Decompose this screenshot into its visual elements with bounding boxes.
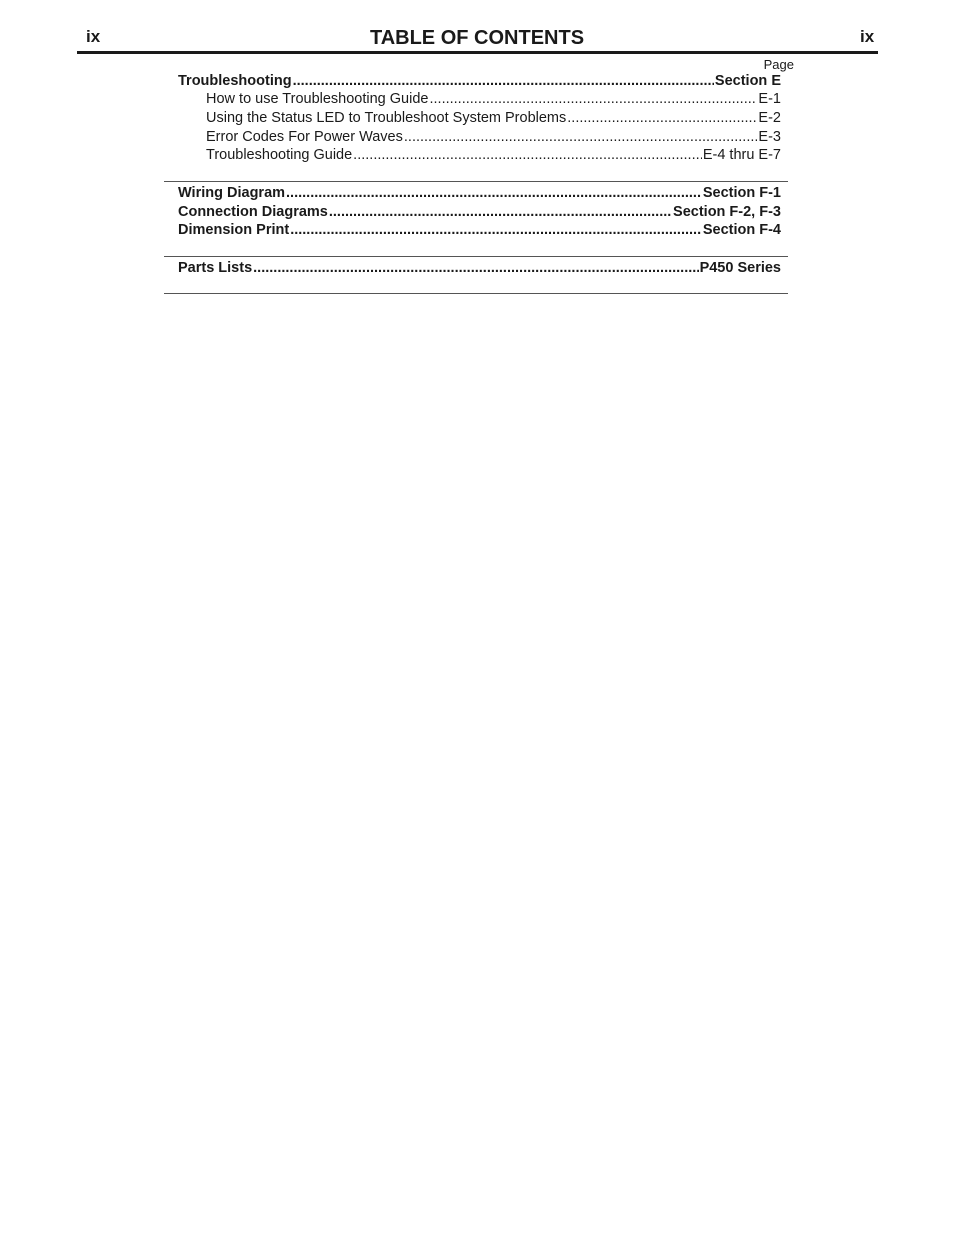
toc-entry-label: Parts Lists xyxy=(178,260,253,276)
toc-entry-label: Troubleshooting xyxy=(178,73,292,89)
toc-entry-label: Using the Status LED to Troubleshoot System Problems xyxy=(206,110,567,126)
toc-entry-label: Connection Diagrams xyxy=(178,204,328,220)
toc-entry-status-led[interactable] xyxy=(206,110,781,128)
section-divider xyxy=(164,181,788,182)
toc-entry-label: How to use Troubleshooting Guide xyxy=(206,91,429,107)
toc-entry-parts-lists[interactable] xyxy=(178,260,781,278)
toc-entry-error-codes[interactable] xyxy=(206,129,781,147)
toc-entry-wiring-diagram[interactable] xyxy=(178,185,781,203)
toc-leader-dots xyxy=(286,185,702,201)
section-divider xyxy=(164,293,788,294)
page-column-label: Page xyxy=(763,57,794,72)
section-divider xyxy=(164,256,788,257)
toc-leader-dots xyxy=(567,110,757,126)
toc-entry-page: E-3 xyxy=(758,129,781,145)
toc-leader-dots xyxy=(253,260,698,276)
toc-entry-label: Troubleshooting Guide xyxy=(206,147,353,163)
toc-entry-page: P450 Series xyxy=(699,260,781,276)
toc-entry-dimension-print[interactable] xyxy=(178,222,781,240)
toc-entry-troubleshooting[interactable] xyxy=(178,73,781,91)
toc-entry-page: Section E xyxy=(714,73,781,89)
toc-leader-dots xyxy=(329,204,672,220)
page-number-left: ix xyxy=(86,27,101,46)
page-title: TABLE OF CONTENTS xyxy=(369,27,585,49)
toc-entry-label: Dimension Print xyxy=(178,222,290,238)
toc-leader-dots xyxy=(353,147,702,163)
toc-leader-dots xyxy=(404,129,758,145)
toc-entry-troubleshooting-guide[interactable] xyxy=(206,147,781,165)
toc-leader-dots xyxy=(293,73,714,89)
toc-entry-page: Section F-4 xyxy=(702,222,781,238)
page-number-right: ix xyxy=(860,27,875,46)
toc-entry-how-to-use-guide[interactable] xyxy=(206,91,781,109)
toc-entry-page: Section F-2, F-3 xyxy=(673,204,781,220)
toc-entry-page: Section F-1 xyxy=(702,185,781,201)
toc-leader-dots xyxy=(290,222,702,238)
toc-entry-page: E-2 xyxy=(758,110,781,126)
toc-entry-label: Wiring Diagram xyxy=(178,185,286,201)
toc-entry-page: E-4 thru E-7 xyxy=(702,147,781,163)
header-rule xyxy=(77,51,878,54)
toc-entry-page: E-1 xyxy=(758,91,781,107)
toc-entry-connection-diagrams[interactable] xyxy=(178,204,781,222)
toc-entry-label: Error Codes For Power Waves xyxy=(206,129,403,145)
toc-leader-dots xyxy=(429,91,757,107)
